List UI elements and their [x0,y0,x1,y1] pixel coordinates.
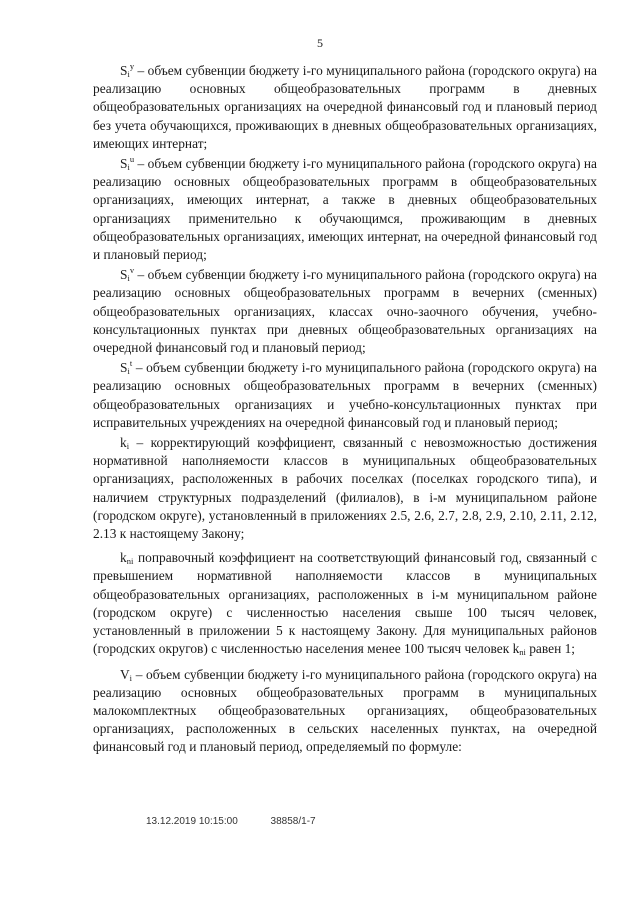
paragraph-text: – корректирующий коэффициент, связанный с невозможностью достижения нормативной наполняемости классов в муниципальных общеобразовательных организациях, расположенных в рабочих поселках (поселках городского типа), и наличием структурных подразделений (филиалов), в i-м муниципальном районе (городском округе), установленный в приложениях 2.5, 2.6, 2.7, 2.8, 2.9, 2.10, 2.11, 2.12, 2.13 к настоящему Закону; [93,435,597,542]
paragraph-s-y [93,62,597,153]
paragraph-v-i [93,666,597,757]
paragraph-s-v [93,266,597,357]
symbol-s-u: $S_i^u$ [120,154,135,173]
paragraph-text: поправочный коэффициент на соответствующий финансовый год, связанный с превышением нормативной наполняемости классов в муниципальных общеобразовательных организациях, расположенных в i-м муниципальном районе (городском округе) с численностью населения свыше 100 тысяч человек, установленный в приложении 5 к настоящему Закону. Для муниципальных районов (городских округов) с численностью населения менее 100 тысяч человек k [93,550,597,657]
symbol-k-ni: $k_{ni}$ [120,550,134,567]
paragraph-text: – объем субвенции бюджету i-го муниципального района (городского округа) на реализацию основных общеобразовательных программ в вечерних (сменных) общеобразовательных организациях, классах очно-заочного обучения, учебно-консультационных пунктах при дневных общеобразовательных организациях на очередной финансовый год и плановый период; [93,267,597,356]
symbol-v-i: $V_i$ [120,666,133,683]
paragraph-k-i [93,434,597,543]
page-number: 5 [317,36,323,50]
symbol-s-v: $S_i^v$ [120,265,135,284]
symbol-s-y: $S_i^y$ [120,61,135,79]
paragraph-text: – объем субвенции бюджету i-го муниципального района (городского округа) на реализацию основных общеобразовательных программ в вечерних (сменных) общеобразовательных организациях и учебно-консультационных пунктах при исправительных учреждениях на очередной финансовый год и плановый период; [93,360,597,430]
paragraph-s-t [93,359,597,432]
footer-timestamp: 13.12.2019 10:15:00 [146,816,238,827]
footer-doc-id: 38858/1-7 [270,816,316,827]
symbol-s-t: $S_i^t$ [120,358,133,377]
document-footer [146,816,346,827]
symbol-k-ni-inline: ni [519,647,526,658]
symbol-k-i: $k_i$ [120,435,130,452]
paragraph-text-tail: равен 1; [525,641,575,657]
paragraph-s-u [93,155,597,264]
paragraph-text: – объем субвенции бюджету i-го муниципального района (городского округа) на реализацию основных общеобразовательных программ в общеобразовательных организациях, имеющих интернат, а также в дневных общеобразовательных организациях применительно к обучающимся, проживающим в дневных общеобразовательных организациях, имеющих интернат, на очередной финансовый год и плановый период; [93,156,597,263]
paragraph-text: – объем субвенции бюджету i-го муниципального района (городского округа) на реализацию основных общеобразовательных программ в дневных общеобразовательных организациях на очередной финансовый год и плановый период без учета обучающихся, проживающих в дневных общеобразовательных организациях, имеющих интернат; [93,63,597,151]
paragraph-text: – объем субвенции бюджету i-го муниципального района (городского округа) на реализацию основных общеобразовательных программ в муниципальных малокомплектных общеобразовательных организациях, общеобразовательных организациях, расположенных в сельских населенных пунктах, на очередной финансовый год и плановый период, определяемый по формуле: [93,666,597,755]
document-body [93,62,597,759]
paragraph-k-ni [93,549,597,658]
